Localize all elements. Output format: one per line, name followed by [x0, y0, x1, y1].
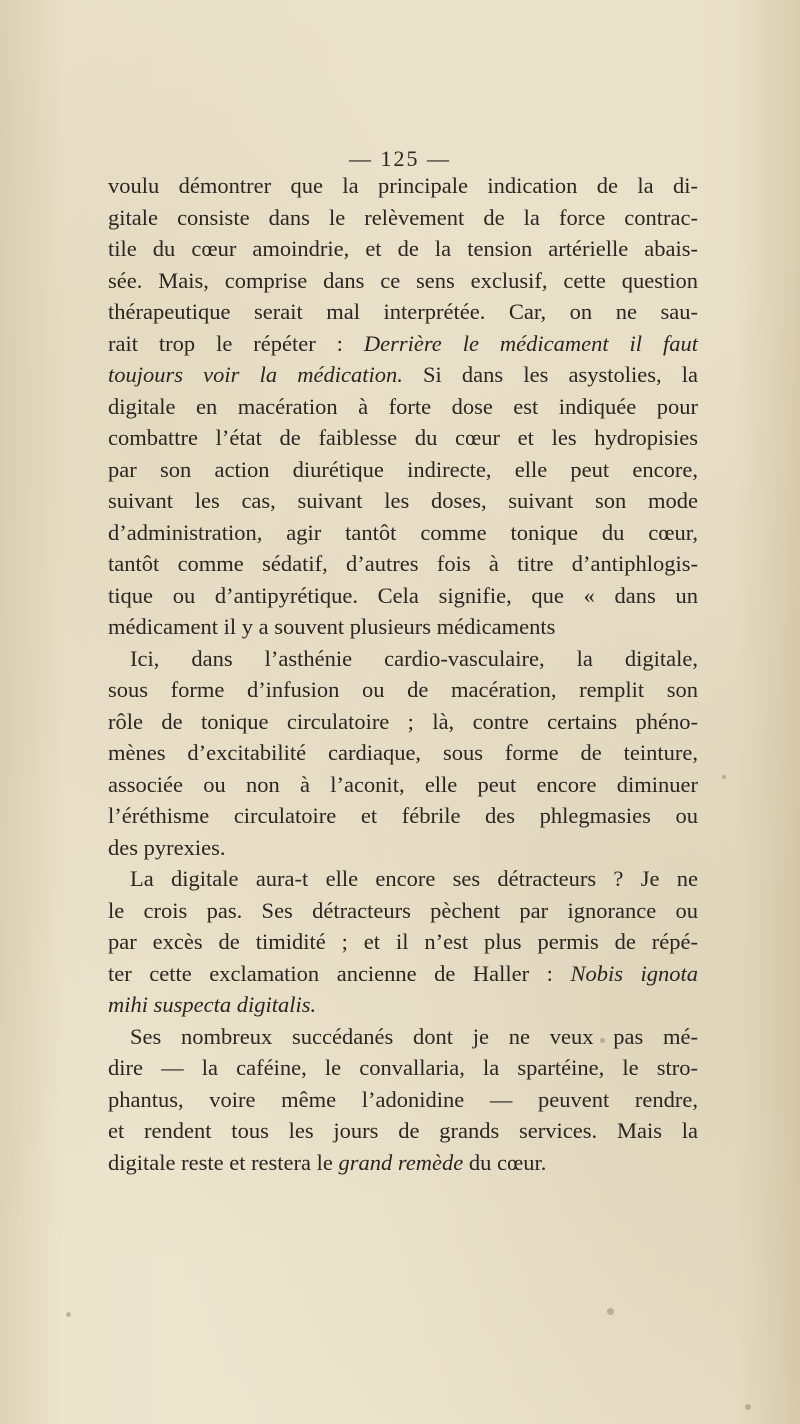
body-text	[108, 170, 698, 1178]
text-run: du cœur.	[463, 1149, 547, 1175]
text-line: La digitale aura-t elle encore ses détracteurs ? Je ne	[130, 866, 698, 891]
paper-speck	[600, 1038, 605, 1043]
text-line: le crois pas. Ses détracteurs pèchent par ignorance ou	[108, 897, 698, 923]
italic-emphasis: grand remède	[338, 1149, 464, 1175]
italic-quote: Derrière le médicament il faut	[363, 330, 698, 356]
text-line: tile du cœur amoindrie, et de la tension artérielle abais-	[108, 236, 698, 261]
italic-quote: toujours voir la médication.	[108, 362, 403, 387]
text-line	[108, 359, 698, 391]
text-line: thérapeutique serait mal interprétée. Car, on ne sau-	[108, 299, 698, 324]
text-line: et rendent tous les jours de grands services. Mais la	[108, 1118, 698, 1143]
text-line: phantus, voire même l’adonidine — peuvent rendre,	[108, 1086, 698, 1112]
text-line: rôle de tonique circulatoire ; là, contre certains phéno-	[108, 708, 698, 734]
page-number: — 125 —	[349, 146, 451, 171]
text-line: dire — la caféine, le convallaria, la spartéine, le stro-	[108, 1055, 698, 1080]
text-line: voulu démontrer que la principale indication de la di-	[108, 173, 698, 198]
text-line: tantôt comme sédatif, d’autres fois à titre d’antiphlogis-	[108, 551, 698, 576]
text-line: sous forme d’infusion ou de macération, remplit son	[108, 677, 698, 702]
text-line	[108, 328, 698, 360]
text-line	[108, 1147, 698, 1179]
text-line	[108, 958, 698, 990]
text-line: sée. Mais, comprise dans ce sens exclusif, cette question	[108, 267, 698, 293]
text-line: Ses nombreux succédanés dont je ne veux pas mé-	[130, 1023, 698, 1049]
text-line: d’administration, agir tantôt comme tonique du cœur,	[108, 519, 698, 545]
paper-speck	[745, 1404, 751, 1410]
text-line: par son action diurétique indirecte, elle peut encore,	[108, 456, 698, 482]
text-line: des pyrexies.	[108, 834, 226, 860]
text-run: ter cette exclamation ancienne de Haller :	[108, 960, 571, 986]
text-line: digitale en macération à forte dose est indiquée pour	[108, 393, 698, 419]
text-run: Si dans les asystolies, la	[402, 362, 698, 387]
text-line: mihi suspecta digitalis.	[108, 992, 317, 1017]
paper-speck	[607, 1308, 614, 1315]
text-line: mènes d’excitabilité cardiaque, sous forme de teinture,	[108, 740, 698, 765]
text-line: par excès de timidité ; et il n’est plus permis de répé-	[108, 929, 698, 954]
text-line: suivant les cas, suivant les doses, suivant son mode	[108, 488, 698, 513]
text-line: Ici, dans l’asthénie cardio-vasculaire, la digitale,	[130, 645, 698, 671]
italic-quote: Nobis ignota	[570, 960, 698, 986]
text-run: digitale reste et restera le	[108, 1149, 339, 1175]
text-line: associée ou non à l’aconit, elle peut encore diminuer	[108, 771, 698, 797]
text-run: rait trop le répéter :	[108, 330, 364, 356]
text-line: gitale consiste dans le relèvement de la force contrac-	[108, 204, 698, 230]
text-line: tique ou d’antipyrétique. Cela signifie, que « dans un	[108, 582, 698, 608]
paper-speck	[722, 775, 726, 779]
paper-speck	[66, 1312, 71, 1317]
text-line: médicament il y a souvent plusieurs médicaments	[108, 614, 556, 639]
text-line: combattre l’état de faiblesse du cœur et les hydropisies	[108, 425, 698, 450]
text-line: l’éréthisme circulatoire et fébrile des phlegmasies ou	[108, 803, 698, 828]
